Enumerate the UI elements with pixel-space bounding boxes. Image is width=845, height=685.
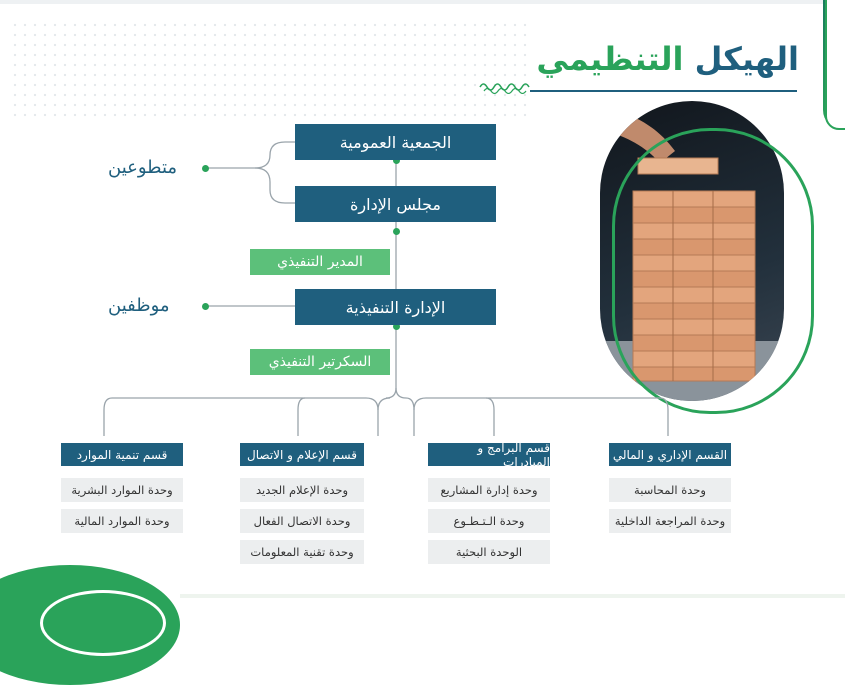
corner-blob-ring — [40, 590, 166, 656]
executive-director-box: المدير التنفيذي — [250, 249, 390, 275]
unit-item: وحدة تقنية المعلومات — [240, 540, 364, 564]
title-part1: الهيكل — [694, 40, 799, 78]
unit-item: وحدة المراجعة الداخلية — [609, 509, 731, 533]
unit-item: وحدة الاتصال الفعال — [240, 509, 364, 533]
unit-item: الوحدة البحثية — [428, 540, 550, 564]
department-programs: قسم البرامج و المبادرات — [428, 443, 550, 466]
connector-dot — [202, 303, 209, 310]
connector-dot — [202, 165, 209, 172]
unit-item: وحدة الـتـطـوع — [428, 509, 550, 533]
department-media: قسم الإعلام و الاتصال — [240, 443, 364, 466]
bottom-border — [180, 594, 845, 598]
executive-management-box: الإدارة التنفيذية — [295, 289, 496, 325]
connector-dot — [393, 228, 400, 235]
volunteers-label: متطوعين — [108, 157, 178, 178]
unit-item: وحدة الموارد البشرية — [61, 478, 183, 502]
department-resources: قسم تنمية الموارد — [61, 443, 183, 466]
unit-item: وحدة الإعلام الجديد — [240, 478, 364, 502]
board-box: مجلس الإدارة — [295, 186, 496, 222]
unit-item: وحدة المحاسبة — [609, 478, 731, 502]
unit-item: وحدة الموارد المالية — [61, 509, 183, 533]
general-assembly-box: الجمعية العمومية — [295, 124, 496, 160]
unit-item: وحدة إدارة المشاريع — [428, 478, 550, 502]
employees-label: موظفين — [108, 295, 170, 316]
title-part2: التنظيمي — [536, 40, 684, 78]
department-admin-finance: القسم الإداري و المالي — [609, 443, 731, 466]
executive-secretary-box: السكرتير التنفيذي — [250, 349, 390, 375]
